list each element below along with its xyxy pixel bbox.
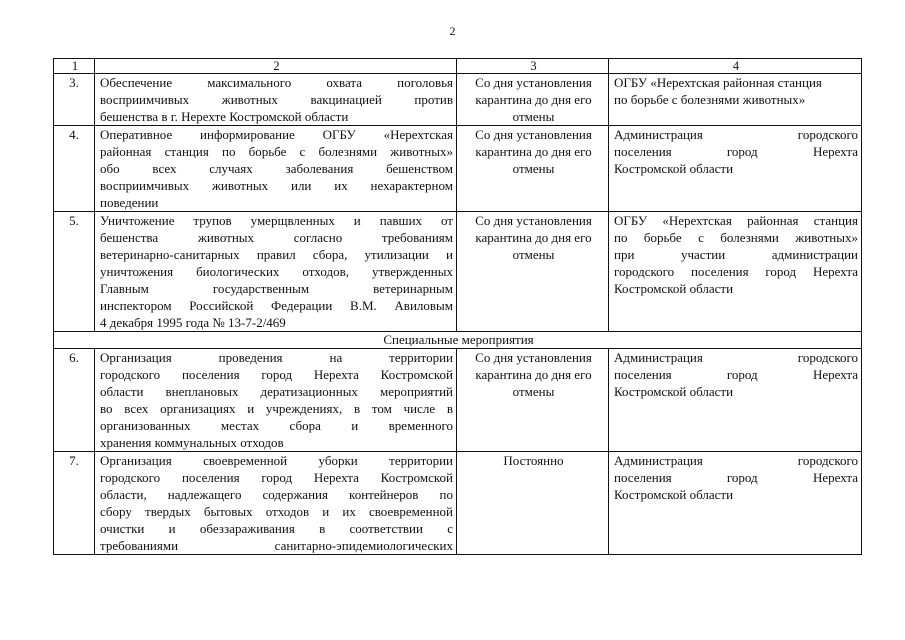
table-row	[54, 349, 862, 452]
responsible-line: по борьбе с болезнями животных»	[614, 230, 858, 245]
responsible-line: Администрация городского	[614, 350, 858, 365]
description-line: Оперативное информирование ОГБУ «Нерехтская	[100, 127, 453, 142]
description-line: бешенства животных согласно требованиям	[100, 230, 453, 245]
page-number: 2	[449, 24, 456, 38]
measure-responsible	[609, 349, 862, 452]
description-line: организованных местах сбора и временного	[100, 418, 453, 433]
responsible-line: ОГБУ «Нерехтская районная станция	[614, 75, 822, 90]
responsible-line: Администрация городского	[614, 453, 858, 468]
description-line: уничтожения биологических отходов, утвержденных	[100, 264, 453, 279]
section-title: Специальные мероприятия	[54, 332, 862, 349]
description-line: Организация своевременной уборки территории	[100, 453, 453, 468]
description-line: городского поселения город Нерехта Костромской	[100, 367, 453, 382]
table-header-row	[54, 59, 862, 74]
responsible-line: Костромской области	[614, 161, 734, 176]
description-line: обо всех случаях заболевания бешенством	[100, 161, 453, 176]
header-cell: 4	[609, 59, 862, 74]
description-line: области внеплановых дератизационных мероприятий	[100, 384, 453, 399]
responsible-line: ОГБУ «Нерехтская районная станция	[614, 213, 858, 228]
responsible-line: городского поселения город Нерехта	[614, 264, 858, 279]
table-row	[54, 74, 862, 126]
description-line: инспектором Российской Федерации В.М. Авиловым	[100, 298, 453, 313]
measure-description	[95, 74, 457, 126]
description-line: области, надлежащего содержания контейнеров по	[100, 487, 453, 502]
description-line: восприимчивых животных вакцинацией против	[100, 92, 453, 107]
table-row	[54, 452, 862, 555]
measure-deadline: Постоянно	[457, 452, 609, 555]
header-cell: 2	[95, 59, 457, 74]
description-line: очистки и обеззараживания в соответствии с	[100, 521, 453, 536]
description-line: сбору твердых бытовых отходов и их своевременной	[100, 504, 453, 519]
row-number: 6.	[54, 349, 95, 452]
measure-description	[95, 452, 457, 555]
measure-description	[95, 126, 457, 212]
responsible-line: поселения город Нерехта	[614, 367, 858, 382]
measure-responsible	[609, 126, 862, 212]
description-line: во всех организациях и учреждениях, в том числе в	[100, 401, 453, 416]
description-line: районная станция по борьбе с болезнями животных»	[100, 144, 453, 159]
measure-deadline: Со дня установления карантина до дня его отмены	[457, 74, 609, 126]
row-number: 5.	[54, 212, 95, 332]
responsible-line: по борьбе с болезнями животных»	[614, 92, 806, 107]
description-line: хранения коммунальных отходов	[100, 435, 284, 450]
measure-deadline: Со дня установления карантина до дня его отмены	[457, 212, 609, 332]
description-line: бешенства в г. Нерехте Костромской области	[100, 109, 349, 124]
description-line: городского поселения город Нерехта Костромской	[100, 470, 453, 485]
responsible-line: Костромской области	[614, 487, 734, 502]
row-number: 3.	[54, 74, 95, 126]
header-cell: 3	[457, 59, 609, 74]
measure-deadline: Со дня установления карантина до дня его отмены	[457, 126, 609, 212]
measure-description	[95, 212, 457, 332]
description-line: Организация проведения на территории	[100, 350, 453, 365]
description-line: Уничтожение трупов умерщвленных и павших от	[100, 213, 453, 228]
measure-responsible	[609, 452, 862, 555]
responsible-line: Костромской области	[614, 384, 734, 399]
table-row	[54, 126, 862, 212]
responsible-line: Администрация городского	[614, 127, 858, 142]
responsible-line: поселения город Нерехта	[614, 144, 858, 159]
responsible-line: Костромской области	[614, 281, 734, 296]
description-line: требованиями санитарно-эпидемиологических	[100, 538, 453, 553]
measure-deadline: Со дня установления карантина до дня его отмены	[457, 349, 609, 452]
description-line: Обеспечение максимального охвата поголовья	[100, 75, 453, 90]
measure-responsible	[609, 74, 862, 126]
description-line: ветеринарно-санитарных правил сбора, утилизации и	[100, 247, 453, 262]
description-line: поведении	[100, 195, 159, 210]
responsible-line: при участии администрации	[614, 247, 858, 262]
description-line: 4 декабря 1995 года № 13-7-2/469	[100, 315, 286, 330]
section-row	[54, 332, 862, 349]
row-number: 4.	[54, 126, 95, 212]
measure-responsible	[609, 212, 862, 332]
row-number: 7.	[54, 452, 95, 555]
description-line: восприимчивых животных или их нехарактерном	[100, 178, 453, 193]
measure-description	[95, 349, 457, 452]
header-cell: 1	[54, 59, 95, 74]
description-line: Главным государственным ветеринарным	[100, 281, 453, 296]
table-row	[54, 212, 862, 332]
measures-table	[53, 58, 862, 555]
responsible-line: поселения город Нерехта	[614, 470, 858, 485]
